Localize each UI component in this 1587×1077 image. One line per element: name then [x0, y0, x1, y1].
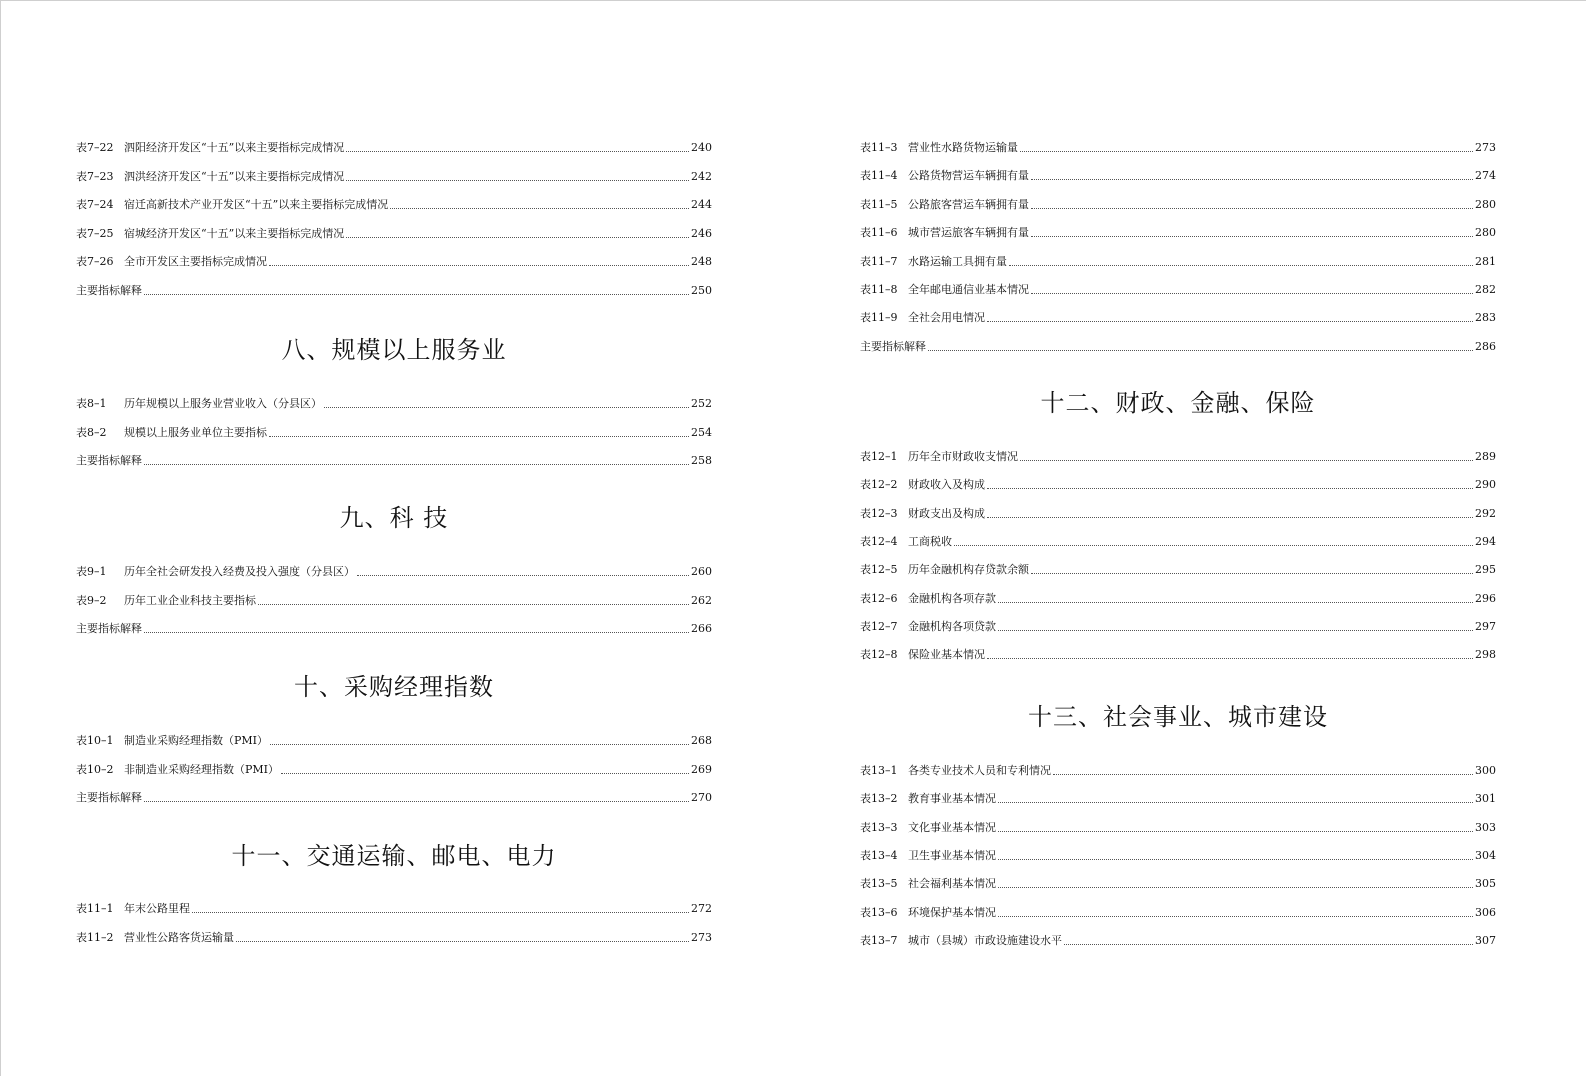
toc-entry-code: 表12–6 — [860, 591, 898, 605]
toc-entry-title: 营业性水路货物运输量 — [908, 141, 1018, 154]
toc-entry-title: 主要指标解释 — [76, 284, 142, 297]
section-heading: 十、采购经理指数 — [294, 673, 494, 701]
toc-entry[interactable] — [860, 222, 1496, 240]
dot-leader — [258, 604, 689, 605]
toc-entry-page: 295 — [1475, 563, 1496, 577]
section-heading: 十二、财政、金融、保险 — [1040, 389, 1316, 417]
toc-entry-code: 表9–2 — [76, 593, 107, 607]
toc-entry-page: 286 — [1475, 339, 1496, 353]
dot-leader — [357, 575, 689, 576]
toc-entry-title: 历年金融机构存贷款余额 — [908, 563, 1029, 577]
toc-entry[interactable] — [860, 336, 1496, 354]
toc-entry[interactable] — [860, 616, 1496, 634]
toc-entry[interactable] — [860, 307, 1496, 325]
toc-entry-page: 252 — [691, 397, 712, 410]
dot-leader — [346, 237, 689, 238]
toc-entry-page: 292 — [1475, 506, 1496, 520]
toc-entry-title: 宿城经济开发区“十五”以来主要指标完成情况 — [124, 226, 345, 240]
toc-entry[interactable] — [860, 644, 1496, 662]
toc-entry[interactable] — [76, 759, 712, 777]
toc-entry-title: 宿迁高新技术产业开发区“十五”以来主要指标完成情况 — [124, 198, 389, 212]
toc-entry[interactable] — [860, 503, 1496, 521]
toc-entry-code: 表11–2 — [76, 930, 114, 944]
toc-entry-title: 环境保护基本情况 — [908, 905, 996, 919]
dot-leader — [998, 802, 1473, 803]
toc-entry-title: 营业性公路客货运输量 — [124, 930, 234, 944]
toc-entry-title: 城市（县城）市政设施建设水平 — [908, 933, 1062, 947]
dot-leader — [1020, 151, 1473, 152]
toc-entry-title: 非制造业采购经理指数（PMI） — [124, 762, 280, 776]
toc-entry-code: 表13–2 — [860, 792, 898, 806]
toc-entry-title: 泗洪经济开发区“十五”以来主要指标完成情况 — [124, 169, 345, 183]
toc-entry-code: 表12–1 — [860, 450, 898, 463]
toc-entry[interactable] — [76, 280, 712, 298]
toc-entry[interactable] — [76, 561, 712, 579]
toc-entry-code: 表12–8 — [860, 648, 898, 662]
toc-entry-code: 表11–8 — [860, 283, 898, 296]
dot-leader — [1009, 265, 1473, 266]
toc-entry-page: 300 — [1475, 764, 1496, 777]
toc-entry-code: 表13–7 — [860, 933, 898, 947]
toc-entry[interactable] — [860, 760, 1496, 778]
toc-entry[interactable] — [860, 279, 1496, 297]
toc-entry[interactable] — [860, 930, 1496, 948]
toc-entry-code: 表13–1 — [860, 764, 898, 777]
toc-entry-code: 表13–5 — [860, 877, 898, 891]
toc-entry[interactable] — [76, 927, 712, 945]
toc-entry-page: 258 — [691, 454, 712, 468]
toc-entry-page: 254 — [691, 425, 712, 439]
toc-entry-title: 历年全社会研发投入经费及投入强度（分县区） — [124, 565, 355, 578]
toc-entry-code: 表12–4 — [860, 534, 898, 548]
toc-entry-title: 公路货物营运车辆拥有量 — [908, 169, 1029, 183]
dot-leader — [346, 180, 689, 181]
toc-entry[interactable] — [860, 446, 1496, 464]
toc-entry[interactable] — [76, 450, 712, 468]
dot-leader — [928, 350, 1473, 351]
toc-entry-page: 274 — [1475, 169, 1496, 183]
toc-entry-code: 表12–5 — [860, 563, 898, 577]
toc-entry-page: 304 — [1475, 848, 1496, 862]
dot-leader — [998, 887, 1473, 888]
toc-entry[interactable] — [860, 902, 1496, 920]
toc-entry-title: 主要指标解释 — [860, 339, 926, 353]
toc-entry-title: 公路旅客营运车辆拥有量 — [908, 197, 1029, 211]
toc-entry[interactable] — [860, 559, 1496, 577]
toc-entry-code: 表8–1 — [76, 397, 107, 410]
toc-entry-title: 工商税收 — [908, 534, 952, 548]
dot-leader — [998, 859, 1473, 860]
toc-entry[interactable] — [76, 251, 712, 269]
toc-entry-page: 266 — [691, 622, 712, 636]
toc-entry-code: 表7–25 — [76, 226, 114, 240]
toc-entry-code: 表11–4 — [860, 169, 898, 183]
toc-entry-code: 表7–26 — [76, 255, 114, 269]
toc-entry-title: 水路运输工具拥有量 — [908, 254, 1007, 268]
toc-entry-code: 表7–22 — [76, 141, 114, 154]
toc-entry[interactable] — [860, 873, 1496, 891]
toc-entry[interactable] — [76, 618, 712, 636]
dot-leader — [987, 321, 1473, 322]
toc-entry-title: 财政支出及构成 — [908, 506, 985, 520]
toc-entry-page: 289 — [1475, 450, 1496, 463]
toc-entry-page: 250 — [691, 284, 712, 297]
dot-leader — [987, 488, 1473, 489]
toc-entry-page: 244 — [691, 198, 712, 212]
dot-leader — [346, 151, 689, 152]
toc-entry-code: 表11–3 — [860, 141, 898, 154]
section-heading: 九、科 技 — [339, 504, 449, 532]
toc-entry-code: 表9–1 — [76, 565, 107, 578]
toc-entry-page: 298 — [1475, 648, 1496, 662]
toc-entry-page: 273 — [1475, 141, 1496, 154]
dot-leader — [144, 464, 689, 465]
toc-entry-page: 280 — [1475, 197, 1496, 211]
dot-leader — [987, 517, 1473, 518]
toc-entry-code: 表12–7 — [860, 619, 898, 633]
toc-entry[interactable] — [76, 194, 712, 212]
dot-leader — [144, 632, 689, 633]
toc-entry[interactable] — [860, 165, 1496, 183]
toc-entry[interactable] — [860, 531, 1496, 549]
toc-entry-page: 246 — [691, 226, 712, 240]
toc-entry-title: 卫生事业基本情况 — [908, 848, 996, 862]
toc-entry-page: 281 — [1475, 254, 1496, 268]
toc-entry-page: 282 — [1475, 283, 1496, 296]
toc-entry-code: 表11–5 — [860, 197, 898, 211]
dot-leader — [1031, 208, 1473, 209]
toc-entry-page: 248 — [691, 255, 712, 269]
toc-entry-page: 305 — [1475, 877, 1496, 891]
toc-entry-title: 城市营运旅客车辆拥有量 — [908, 226, 1029, 240]
toc-entry-title: 金融机构各项贷款 — [908, 619, 996, 633]
toc-entry-title: 主要指标解释 — [76, 791, 142, 805]
toc-entry[interactable] — [76, 393, 712, 411]
toc-entry[interactable] — [860, 474, 1496, 492]
toc-entry-title: 规模以上服务业单位主要指标 — [124, 425, 267, 439]
toc-entry[interactable] — [76, 730, 712, 748]
toc-entry-code: 表12–2 — [860, 478, 898, 492]
section-heading: 十一、交通运输、邮电、电力 — [231, 842, 557, 870]
toc-entry[interactable] — [860, 137, 1496, 155]
dot-leader — [192, 912, 689, 913]
toc-entry-title: 历年全市财政收支情况 — [908, 450, 1018, 463]
dot-leader — [954, 545, 1473, 546]
toc-entry-title: 金融机构各项存款 — [908, 591, 996, 605]
dot-leader — [269, 265, 689, 266]
toc-entry-page: 296 — [1475, 591, 1496, 605]
toc-entry-page: 240 — [691, 141, 712, 154]
toc-entry-code: 表7–23 — [76, 169, 114, 183]
toc-entry-title: 教育事业基本情况 — [908, 792, 996, 806]
dot-leader — [269, 436, 689, 437]
toc-entry-code: 表10–1 — [76, 734, 114, 747]
toc-entry-title: 泗阳经济开发区“十五”以来主要指标完成情况 — [124, 141, 345, 154]
toc-entry[interactable] — [76, 137, 712, 155]
toc-entry-page: 283 — [1475, 311, 1496, 325]
dot-leader — [236, 941, 689, 942]
toc-entry-code: 表13–4 — [860, 848, 898, 862]
dot-leader — [1031, 573, 1473, 574]
toc-entry-page: 268 — [691, 734, 712, 747]
toc-entry-page: 301 — [1475, 792, 1496, 806]
section-heading: 八、规模以上服务业 — [281, 336, 507, 364]
toc-entry-title: 全市开发区主要指标完成情况 — [124, 255, 267, 269]
toc-entry-page: 270 — [691, 791, 712, 805]
dot-leader — [998, 602, 1473, 603]
toc-entry-code: 表11–6 — [860, 226, 898, 240]
toc-entry[interactable] — [76, 422, 712, 440]
toc-entry[interactable] — [860, 194, 1496, 212]
toc-entry[interactable] — [76, 223, 712, 241]
toc-entry[interactable] — [76, 787, 712, 805]
toc-entry-title: 财政收入及构成 — [908, 478, 985, 492]
dot-leader — [1031, 236, 1473, 237]
dot-leader — [1053, 774, 1473, 775]
toc-entry-title: 历年规模以上服务业营业收入（分县区） — [124, 397, 322, 410]
section-heading: 十三、社会事业、城市建设 — [1028, 703, 1328, 731]
toc-entry-page: 294 — [1475, 534, 1496, 548]
toc-entry-code: 表11–9 — [860, 311, 898, 325]
toc-entry-title: 主要指标解释 — [76, 622, 142, 636]
toc-entry-title: 历年工业企业科技主要指标 — [124, 593, 256, 607]
toc-entry-title: 社会福利基本情况 — [908, 877, 996, 891]
toc-entry[interactable] — [860, 845, 1496, 863]
dot-leader — [1031, 179, 1473, 180]
dot-leader — [1031, 293, 1473, 294]
toc-entry[interactable] — [860, 788, 1496, 806]
toc-entry-page: 303 — [1475, 820, 1496, 834]
toc-entry-page: 297 — [1475, 619, 1496, 633]
toc-entry-code: 表13–6 — [860, 905, 898, 919]
toc-entry-page: 290 — [1475, 478, 1496, 492]
dot-leader — [998, 916, 1473, 917]
toc-entry[interactable] — [76, 898, 712, 916]
toc-entry-code: 表13–3 — [860, 820, 898, 834]
toc-entry-title: 全年邮电通信业基本情况 — [908, 283, 1029, 296]
dot-leader — [144, 801, 689, 802]
toc-entry-title: 主要指标解释 — [76, 454, 142, 468]
toc-entry-code: 表11–7 — [860, 254, 898, 268]
toc-entry[interactable] — [860, 251, 1496, 269]
dot-leader — [998, 831, 1473, 832]
toc-entry[interactable] — [860, 817, 1496, 835]
toc-entry-title: 文化事业基本情况 — [908, 820, 996, 834]
toc-entry-page: 280 — [1475, 226, 1496, 240]
dot-leader — [1064, 944, 1473, 945]
dot-leader — [144, 294, 689, 295]
toc-entry-page: 262 — [691, 593, 712, 607]
dot-leader — [390, 208, 689, 209]
toc-entry[interactable] — [76, 590, 712, 608]
toc-entry-title: 各类专业技术人员和专利情况 — [908, 764, 1051, 777]
toc-entry-page: 260 — [691, 565, 712, 578]
toc-entry[interactable] — [76, 166, 712, 184]
toc-entry-page: 273 — [691, 930, 712, 944]
toc-entry-title: 保险业基本情况 — [908, 648, 985, 662]
toc-entry-code: 表11–1 — [76, 902, 114, 915]
dot-leader — [987, 658, 1473, 659]
toc-entry-code: 表12–3 — [860, 506, 898, 520]
toc-entry-code: 表8–2 — [76, 425, 107, 439]
dot-leader — [270, 744, 689, 745]
dot-leader — [324, 407, 689, 408]
dot-leader — [1020, 460, 1473, 461]
toc-entry[interactable] — [860, 588, 1496, 606]
toc-entry-page: 307 — [1475, 933, 1496, 947]
toc-entry-page: 272 — [691, 902, 712, 915]
toc-entry-code: 表10–2 — [76, 762, 114, 776]
dot-leader — [281, 773, 689, 774]
toc-entry-page: 306 — [1475, 905, 1496, 919]
toc-entry-title: 年末公路里程 — [124, 902, 190, 915]
toc-entry-page: 242 — [691, 169, 712, 183]
toc-entry-title: 全社会用电情况 — [908, 311, 985, 325]
dot-leader — [998, 630, 1473, 631]
toc-entry-page: 269 — [691, 762, 712, 776]
toc-entry-title: 制造业采购经理指数（PMI） — [124, 734, 269, 747]
toc-entry-code: 表7–24 — [76, 198, 114, 212]
